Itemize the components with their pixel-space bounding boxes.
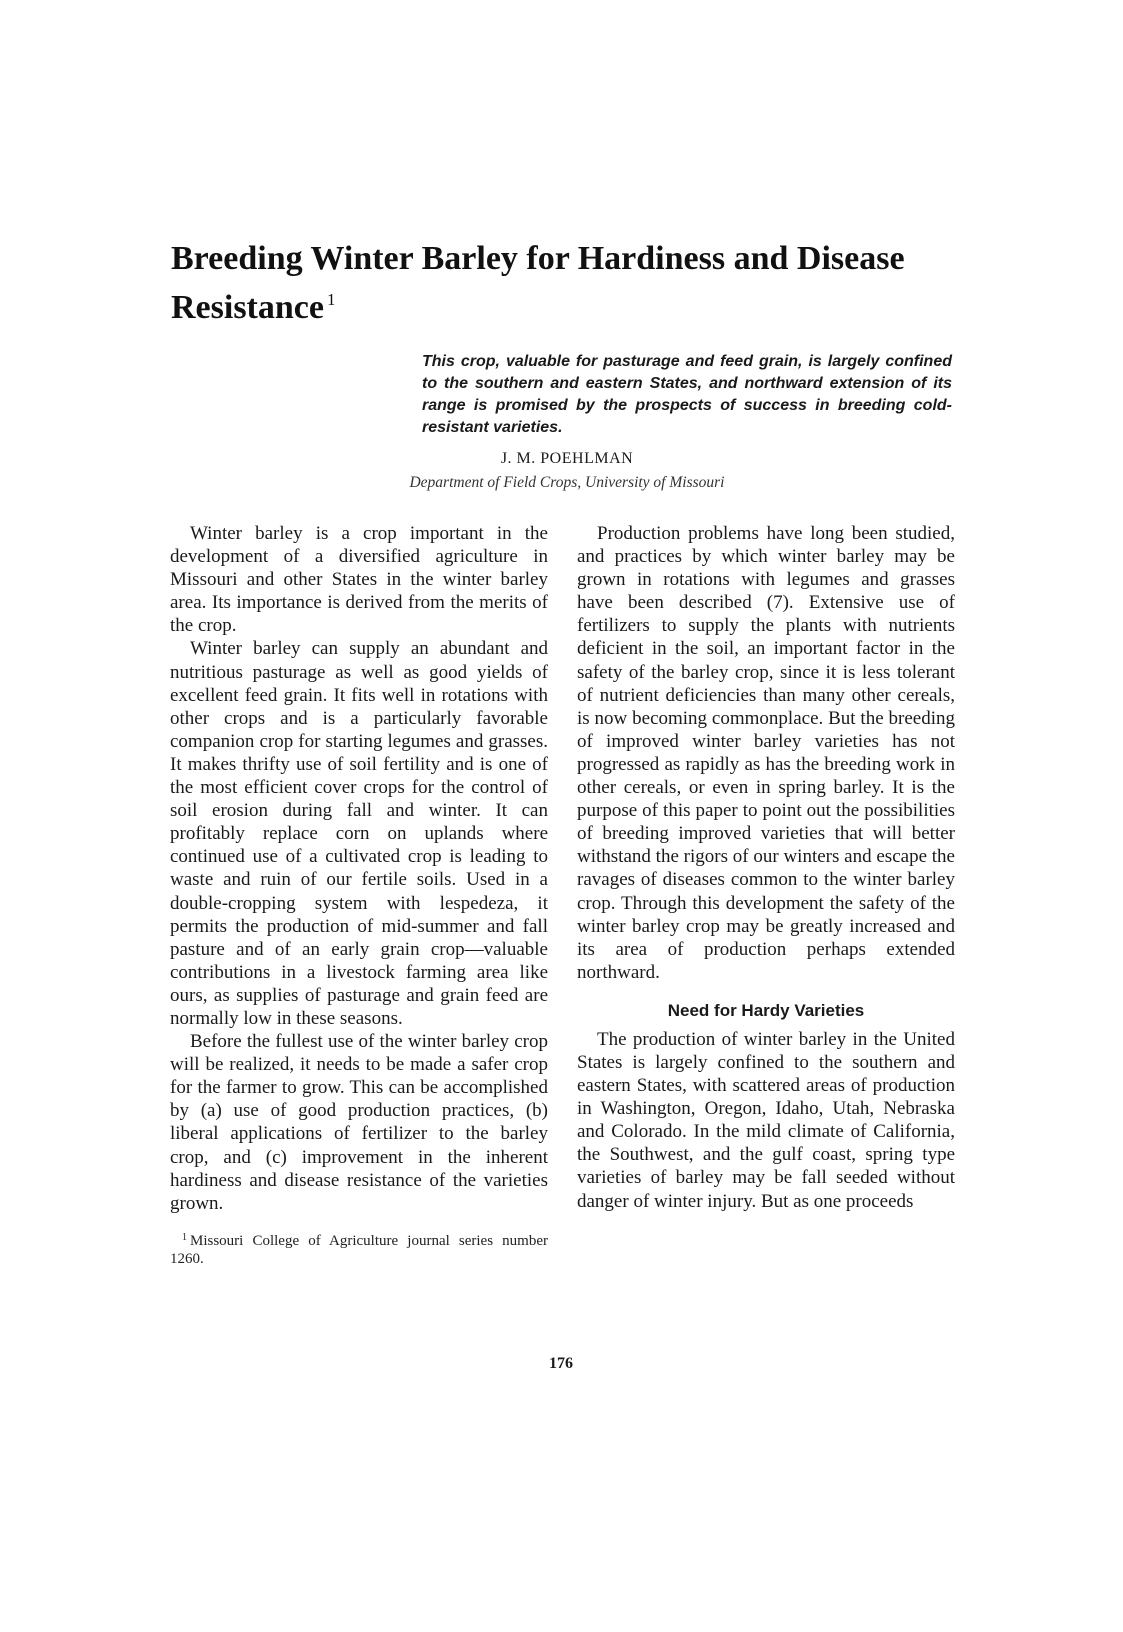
footnote-text: Missouri College of Agriculture journal series number 1260. [170, 1232, 548, 1267]
footnote-marker: 1 [182, 1231, 187, 1243]
body-paragraph: Before the fullest use of the winter barley crop will be realized, it needs to be made a safer crop for the farmer to grow. This can be accomplished by (a) use of good production practices, (b) liberal applications of fertilizer to the barley crop, and (c) improvement in the inherent hardiness and disease resistance of the varieties grown. [170, 1031, 548, 1214]
body-paragraph: Production problems have long been studied, and practices by which winter barley may be grown in rotations with legumes and grasses have been described (7). Extensive use of fertilizers to supply the plants with nutrients deficient in the soil, an important factor in the safety of the barley crop, since it is less tolerant of nutrient deficiencies than many other cereals, is now becoming commonplace. But the breeding of improved winter barley varieties has not progressed as rapidly as has the breeding work in other cereals, or even in spring barley. It is the purpose of this paper to point out the possibilities of breeding improved varieties that will better withstand the rigors of our winters and escape the ravages of diseases common to the winter barley crop. Through this development the safety of the winter barley crop may be greatly increased and its area of production perhaps extended northward. [577, 523, 955, 983]
body-paragraph: Winter barley is a crop important in the development of a diversified agriculture in Missouri and other States in the winter barley area. Its importance is derived from the merits of the crop. [170, 523, 548, 637]
article-abstract: This crop, valuable for pasturage and feed grain, is largely confined to the southern and eastern States, and northward extension of its range is promised by the prospects of success in breeding cold-resistant varieties. [422, 353, 952, 436]
article-title [171, 238, 911, 328]
author-name: J. M. POEHLMAN [500, 450, 634, 467]
body-paragraph: The production of winter barley in the United States is largely confined to the southern and eastern States, with scattered areas of production in Washington, Oregon, Idaho, Utah, Nebraska and Colorado. In the mild climate of California, the Southwest, and the gulf coast, spring type varieties of barley may be fall seeded without danger of winter injury. But as one proceeds [577, 1028, 955, 1212]
title-text: Breeding Winter Barley for Hardiness and Disease Resistance [171, 240, 905, 326]
author-affiliation: Department of Field Crops, University of Missouri [409, 474, 725, 491]
right-column [577, 522, 955, 1213]
left-column [170, 522, 548, 1268]
body-paragraph: Winter barley can supply an abundant and nutritious pasturage as well as good yields of excellent feed grain. It fits well in rotations with other crops and is a particularly favorable companion crop for starting legumes and grasses. It makes thrifty use of soil fertility and is one of the most efficient cover crops for the control of soil erosion during fall and winter. It can profitably replace corn on uplands where continued use of a cultivated crop is leading to waste and ruin of our fertile soils. Used in a double-cropping system with lespedeza, it permits the production of mid-summer and fall pasture and of an early grain crop—valuable contributions in a livestock farming area like ours, as supplies of pasturage and grain feed are normally low in these seasons. [170, 638, 548, 1029]
page-number: 176 [549, 1355, 573, 1372]
footnote [170, 1229, 548, 1268]
title-footnote-marker: 1 [326, 290, 336, 309]
section-heading: Need for Hardy Varieties [667, 1000, 865, 1020]
